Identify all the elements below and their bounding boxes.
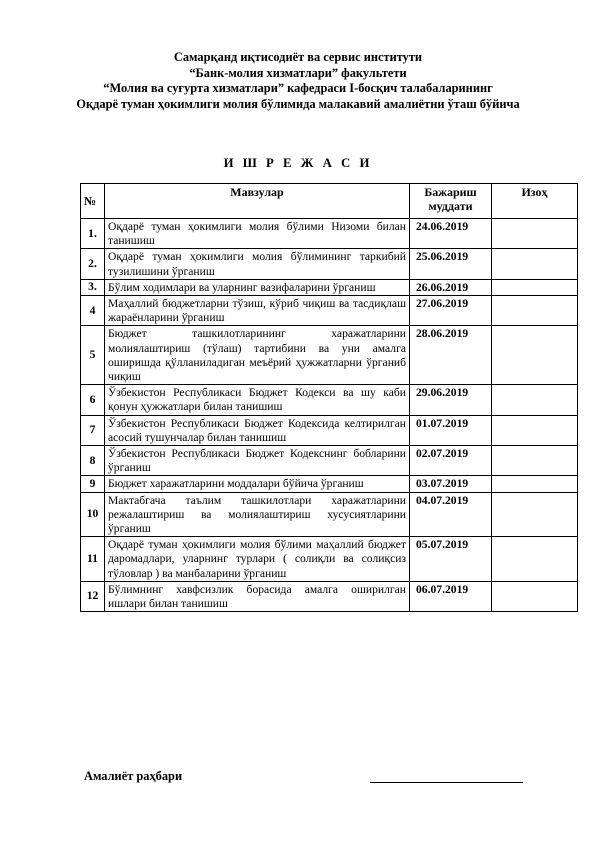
row-number: 4 — [81, 296, 105, 326]
table-row — [81, 446, 578, 476]
row-topic: Ўзбекистон Республикаси Бюджет Кодекси ва шу каби қонун ҳужжатлари билан танишиш — [105, 385, 410, 415]
row-note — [492, 581, 578, 611]
table-row — [81, 385, 578, 415]
row-topic: Оқдарё туман ҳокимлиги молия бўлими Низоми билан танишиш — [105, 219, 410, 249]
document-title: И Ш Р Е Ж А С И — [223, 156, 373, 170]
row-note — [492, 249, 578, 279]
row-note — [492, 446, 578, 476]
header-deadline: Бажариш муддати — [410, 184, 492, 219]
row-topic: Бўлимнинг хавфсизлик борасида амалга оширилган ишлари билан танишиш — [105, 581, 410, 611]
header-topics: Мавзулар — [105, 184, 410, 219]
row-number: 10 — [81, 492, 105, 537]
table-row — [81, 476, 578, 492]
row-number: 7 — [81, 415, 105, 445]
row-deadline: 28.06.2019 — [410, 326, 492, 385]
signature-line — [370, 782, 523, 783]
table-row — [81, 219, 578, 249]
row-number: 6 — [81, 385, 105, 415]
row-number: 3. — [81, 279, 105, 295]
table-row — [81, 581, 578, 611]
row-note — [492, 279, 578, 295]
row-deadline: 03.07.2019 — [410, 476, 492, 492]
row-deadline: 02.07.2019 — [410, 446, 492, 476]
row-deadline: 04.07.2019 — [410, 492, 492, 537]
row-topic: Мактабгача таълим ташкилотлари харажатларини режалаштириш ва молиялаштириш хусусиятларини ўрганиш — [105, 492, 410, 537]
row-note — [492, 296, 578, 326]
table-row — [81, 279, 578, 295]
table-row — [81, 415, 578, 445]
row-deadline: 05.07.2019 — [410, 537, 492, 582]
row-deadline: 01.07.2019 — [410, 415, 492, 445]
row-deadline: 06.07.2019 — [410, 581, 492, 611]
supervisor-label: Амалиёт раҳбари — [84, 769, 183, 783]
table-row — [81, 326, 578, 385]
row-deadline: 24.06.2019 — [410, 219, 492, 249]
table-header-row — [81, 184, 578, 219]
row-deadline: 29.06.2019 — [410, 385, 492, 415]
row-number: 5 — [81, 326, 105, 385]
practice-place-line: Оқдарё туман ҳокимлиги молия бўлимида малакавий амалиётни ўташ бўйича — [76, 96, 520, 111]
row-topic: Ўзбекистон Республикаси Бюджет Кодекснинг бобларини ўрганиш — [105, 446, 410, 476]
row-topic: Оқдарё туман ҳокимлиги молия бўлими маҳаллий бюджет даромадлари, уларнинг турлари ( солиқли ва солиқсиз тўловлар ) ва манбаларини ўрганиш — [105, 537, 410, 582]
row-note — [492, 476, 578, 492]
document-header — [60, 50, 536, 112]
table-row — [81, 296, 578, 326]
row-number: 1. — [81, 219, 105, 249]
work-plan-table — [80, 183, 578, 612]
table-row — [81, 537, 578, 582]
table-row — [81, 249, 578, 279]
header-note: Изоҳ — [492, 184, 578, 219]
row-deadline: 25.06.2019 — [410, 249, 492, 279]
row-note — [492, 326, 578, 385]
row-topic: Бюджет ташкилотларининг харажатларини молиялаштириш (тўлаш) тартибини ва уни амалга оширишда қўлланиладиган меъёрий ҳужжатларни ўрганиб чиқиш — [105, 326, 410, 385]
institute-name: Самарқанд иқтисодиёт ва сервис институти — [173, 50, 423, 64]
row-note — [492, 492, 578, 537]
row-number: 8 — [81, 446, 105, 476]
table-body — [81, 219, 578, 612]
row-note — [492, 537, 578, 582]
row-number: 12 — [81, 581, 105, 611]
row-topic: Бюджет харажатларини моддалари бўйича ўрганиш — [105, 476, 410, 492]
row-note — [492, 219, 578, 249]
row-topic: Ўзбекистон Республикаси Бюджет Кодексида келтирилган асосий тушунчалар билан танишиш — [105, 415, 410, 445]
table-row — [81, 492, 578, 537]
row-note — [492, 385, 578, 415]
row-number: 11 — [81, 537, 105, 582]
faculty-name: “Банк-молия хизматлари” факультети — [189, 65, 407, 80]
header-number: № — [81, 184, 105, 219]
row-note — [492, 415, 578, 445]
row-number: 2. — [81, 249, 105, 279]
row-topic: Оқдарё туман ҳокимлиги молия бўлимининг таркибий тузилишини ўрганиш — [105, 249, 410, 279]
row-topic: Маҳаллий бюджетларни тўзиш, кўриб чиқиш ва тасдиқлаш жараёнларини ўрганиш — [105, 296, 410, 326]
row-deadline: 27.06.2019 — [410, 296, 492, 326]
row-deadline: 26.06.2019 — [410, 279, 492, 295]
department-line: “Молия ва суғурта хизматлари” кафедраси I-босқич талабаларининг — [103, 81, 493, 95]
row-number: 9 — [81, 476, 105, 492]
row-topic: Бўлим ходимлари ва уларнинг вазифаларини ўрганиш — [105, 279, 410, 295]
